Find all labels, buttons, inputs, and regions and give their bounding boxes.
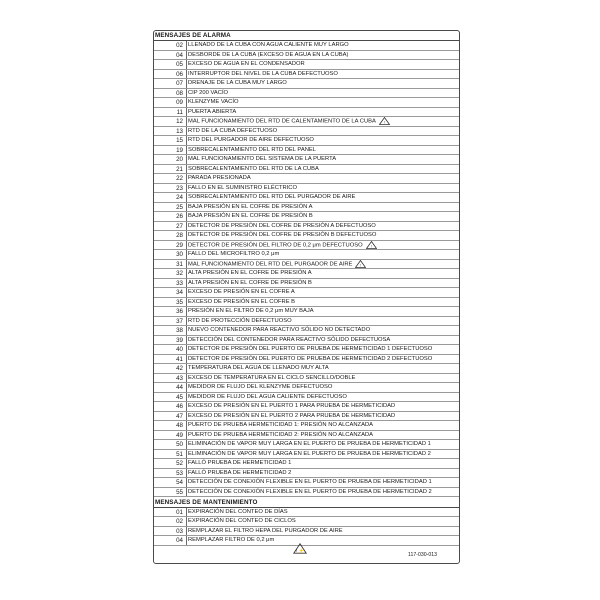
column-divider: [186, 174, 187, 183]
column-divider: [186, 231, 187, 240]
list-item: [154, 108, 459, 118]
message-text: KLENZYME VACÍO: [188, 99, 239, 105]
list-item: [154, 326, 459, 336]
column-divider: [186, 355, 187, 364]
message-text-cell: [188, 450, 457, 460]
list-item: [154, 421, 459, 431]
message-text: NUEVO CONTENEDOR PARA REACTIVO SÓLIDO NO DETECTADO: [188, 327, 371, 333]
list-item: [154, 165, 459, 175]
column-divider: [186, 79, 187, 88]
message-code: 02: [176, 518, 183, 525]
part-number: 117-030-013: [408, 552, 438, 558]
message-code: 39: [176, 336, 183, 344]
message-text: PUERTO DE PRUEBA HERMETICIDAD 1: PRESIÓN NO ALCANZADA: [188, 422, 374, 428]
message-text-cell: [188, 345, 457, 355]
message-code: 31: [176, 260, 183, 268]
message-text: PARADA PRESIONADA: [188, 175, 251, 181]
message-text: FALLÓ PRUEBA DE HERMETICIDAD 1: [188, 460, 292, 466]
message-text-cell: [188, 355, 457, 365]
list-item: [154, 269, 459, 279]
message-code: 23: [176, 184, 183, 192]
list-item: [154, 412, 459, 422]
message-text: RTD DEL PURGADOR DE AIRE DEFECTUOSO: [188, 137, 314, 143]
message-text: EXCESO DE TEMPERATURA EN EL CICLO SENCILLO/DOBLE: [188, 374, 356, 381]
message-code: 03: [176, 527, 183, 535]
column-divider: [186, 345, 187, 354]
column-divider: [186, 536, 187, 545]
list-item: [154, 307, 459, 317]
list-item: [154, 146, 459, 156]
message-code: 36: [176, 308, 183, 315]
column-divider: [186, 51, 187, 60]
message-code: 08: [176, 89, 183, 97]
message-text: EXPIRACIÓN DEL CONTEO DE CICLOS: [188, 518, 296, 524]
message-text-cell: [188, 70, 457, 80]
list-item: [154, 450, 459, 460]
message-code: 42: [176, 365, 183, 372]
message-text: PUERTO DE PRUEBA HERMETICIDAD 2: PRESIÓN NO ALCANZADA: [188, 431, 374, 438]
message-text: CIP 200 VACÍO: [188, 89, 229, 96]
message-text: DETECTOR DE PRESIÓN DEL FILTRO DE 0,2 μm DEFECTUOSO: [188, 242, 363, 249]
message-text: SOBRECALENTAMIENTO DEL RTD DEL PURGADOR DE AIRE: [188, 194, 356, 200]
list-item: [154, 241, 459, 251]
message-text: PRESIÓN EN EL FILTRO DE 0,2 μm MUY BAJA: [188, 308, 314, 314]
column-divider: [186, 41, 187, 50]
list-item: [154, 488, 459, 498]
column-divider: [186, 488, 187, 497]
message-text-cell: [188, 527, 457, 537]
column-divider: [186, 317, 187, 326]
message-text: MEDIDOR DE FLUJO DEL AGUA CALIENTE DEFECTUOSO: [188, 393, 347, 400]
column-divider: [186, 326, 187, 335]
list-item: [154, 231, 459, 241]
column-divider: [186, 412, 187, 421]
list-item: [154, 298, 459, 308]
message-code: 50: [176, 441, 183, 448]
message-text-cell: [188, 193, 457, 203]
message-text-cell: [188, 279, 457, 289]
message-code: 41: [176, 355, 183, 363]
list-item: [154, 155, 459, 165]
message-text-cell: [188, 440, 457, 450]
svg-text:! ⚡: ! ⚡: [295, 548, 305, 553]
message-text-cell: [188, 508, 457, 518]
message-text-cell: [188, 155, 457, 165]
message-code: 34: [176, 289, 183, 296]
list-item: [154, 127, 459, 137]
list-item: [154, 174, 459, 184]
column-divider: [186, 269, 187, 278]
column-divider: [186, 98, 187, 107]
message-text-cell: [188, 203, 457, 213]
message-text-cell: [188, 60, 457, 70]
list-item: [154, 79, 459, 89]
message-code: 52: [176, 460, 183, 467]
message-text-cell: [188, 136, 457, 146]
column-divider: [186, 459, 187, 468]
list-item: [154, 98, 459, 108]
message-code: 44: [176, 384, 183, 391]
message-code: 04: [176, 537, 183, 544]
column-divider: [186, 393, 187, 402]
message-text-cell: [188, 98, 457, 108]
message-code: 19: [176, 146, 183, 154]
message-text: FALLO EN EL SUMINISTRO ELÉCTRICO: [188, 184, 297, 191]
message-code: 30: [176, 251, 183, 258]
column-divider: [186, 469, 187, 478]
column-divider: [186, 117, 187, 126]
message-text: LLENADO DE LA CUBA CON AGUA CALIENTE MUY LARGO: [188, 42, 349, 48]
message-text: BAJA PRESIÓN EN EL COFRE DE PRESIÓN B: [188, 213, 313, 219]
message-text-cell: [188, 212, 457, 222]
alarm-section-header: MENSAJES DE ALARMA: [155, 32, 231, 39]
message-code: 29: [176, 241, 183, 249]
message-text: PUERTA ABIERTA: [188, 108, 237, 115]
message-text: DETECCIÓN DE CONEXIÓN FLEXIBLE EN EL PUERTO DE PRUEBA DE HERMETICIDAD 1: [188, 479, 432, 485]
message-code: 53: [176, 469, 183, 477]
column-divider: [186, 136, 187, 145]
message-text-cell: [188, 478, 457, 488]
list-item: [154, 203, 459, 213]
list-item: [154, 184, 459, 194]
list-item: [154, 527, 459, 537]
message-text: DETECTOR DE PRESIÓN DEL COFRE DE PRESIÓN B DEFECTUOSO: [188, 232, 377, 238]
message-text-cell: [188, 421, 457, 431]
svg-text:!: !: [383, 120, 385, 125]
message-code: 13: [176, 127, 183, 135]
list-item: [154, 345, 459, 355]
svg-text:!: !: [370, 244, 372, 249]
message-text: DETECTOR DE PRESIÓN DEL COFRE DE PRESIÓN A DEFECTUOSO: [188, 222, 376, 229]
column-divider: [186, 89, 187, 98]
list-item: [154, 317, 459, 327]
message-text: ELIMINACIÓN DE VAPOR MUY LARGA EN EL PUERTO DE PRUEBA DE HERMETICIDAD 1: [188, 441, 431, 447]
list-item: [154, 402, 459, 412]
message-text-cell: [188, 298, 457, 308]
list-item: [154, 89, 459, 99]
message-text-cell: [188, 374, 457, 384]
message-text: DETECTOR DE PRESIÓN DEL PUERTO DE PRUEBA DE HERMETICIDAD 2 DEFECTUOSO: [188, 355, 433, 362]
list-item: [154, 250, 459, 260]
column-divider: [186, 450, 187, 459]
message-code: 20: [176, 156, 183, 163]
message-text-cell: [188, 51, 457, 61]
message-text: DESBORDE DE LA CUBA (EXCESO DE AGUA EN LA CUBA): [188, 51, 349, 58]
column-divider: [186, 193, 187, 202]
message-text: ALTA PRESIÓN EN EL COFRE DE PRESIÓN B: [188, 279, 312, 286]
list-item: [154, 260, 459, 270]
message-text: DRENAJE DE LA CUBA MUY LARGO: [188, 80, 287, 86]
column-divider: [186, 241, 187, 250]
column-divider: [186, 478, 187, 487]
message-code: 06: [176, 70, 183, 78]
column-divider: [186, 288, 187, 297]
warning-triangle-icon: [366, 241, 377, 249]
message-text: MAL FUNCIONAMIENTO DEL RTD DEL PURGADOR DE AIRE: [188, 261, 353, 268]
message-text: ELIMINACIÓN DE VAPOR MUY LARGA EN EL PUERTO DE PRUEBA DE HERMETICIDAD 2: [188, 450, 431, 457]
message-text-cell: [188, 517, 457, 527]
message-code: 27: [176, 222, 183, 230]
list-item: [154, 374, 459, 384]
list-item: [154, 355, 459, 365]
column-divider: [186, 402, 187, 411]
message-text: TEMPERATURA DEL AGUA DE LLENADO MUY ALTA: [188, 365, 329, 371]
list-item: [154, 517, 459, 527]
column-divider: [186, 527, 187, 536]
message-text-cell: [188, 317, 457, 327]
column-divider: [186, 383, 187, 392]
message-code: 22: [176, 175, 183, 182]
column-divider: [186, 165, 187, 174]
message-text-cell: [188, 108, 457, 118]
message-text-cell: [188, 222, 457, 232]
column-divider: [186, 203, 187, 212]
message-code: 12: [176, 118, 183, 125]
list-item: [154, 222, 459, 232]
column-divider: [186, 307, 187, 316]
message-text-cell: [188, 431, 457, 441]
column-divider: [186, 298, 187, 307]
list-item: [154, 383, 459, 393]
list-item: [154, 51, 459, 61]
message-code: 40: [176, 346, 183, 353]
message-text: DETECCIÓN DE CONEXIÓN FLEXIBLE EN EL PUERTO DE PRUEBA DE HERMETICIDAD 2: [188, 488, 432, 495]
list-item: [154, 60, 459, 70]
message-text-cell: [188, 393, 457, 403]
message-text-cell: [188, 307, 457, 317]
message-text: INTERRUPTOR DEL NIVEL DE LA CUBA DEFECTUOSO: [188, 70, 338, 77]
maintenance-section-header: MENSAJES DE MANTENIMIENTO: [155, 498, 258, 506]
column-divider: [186, 212, 187, 221]
message-code: 01: [176, 508, 183, 516]
message-code: 49: [176, 431, 183, 439]
list-item: [154, 478, 459, 488]
column-divider: [186, 260, 187, 269]
message-code: 35: [176, 298, 183, 306]
message-text: REMPLAZAR FILTRO DE 0,2 μm: [188, 537, 275, 543]
message-code: 07: [176, 80, 183, 87]
message-text-cell: [188, 336, 457, 346]
message-text-cell: [188, 79, 457, 89]
message-text-cell: [188, 269, 457, 279]
message-code: 51: [176, 450, 183, 458]
message-code: 15: [176, 137, 183, 144]
svg-text:!: !: [360, 263, 362, 268]
column-divider: [186, 184, 187, 193]
message-text-cell: [188, 402, 457, 412]
message-text-cell: [188, 41, 457, 51]
message-text-cell: [188, 536, 457, 546]
message-text: RTD DE PROTECCIÓN DEFECTUOSO: [188, 317, 292, 324]
list-item: [154, 136, 459, 146]
message-text: MAL FUNCIONAMIENTO DEL RTD DE CALENTAMIENTO DE LA CUBA: [188, 118, 376, 125]
message-text-cell: [188, 146, 457, 156]
list-item: [154, 469, 459, 479]
message-code: 11: [176, 108, 183, 116]
warning-triangle-icon: [293, 541, 307, 552]
message-code: 38: [176, 327, 183, 334]
message-text-cell: [188, 89, 457, 99]
message-text-cell: [188, 459, 457, 469]
message-text-cell: [188, 326, 457, 336]
message-text-cell: [188, 127, 457, 137]
message-code: 33: [176, 279, 183, 287]
message-text: EXCESO DE PRESIÓN EN EL COFRE A: [188, 289, 295, 295]
message-text: FALLÓ PRUEBA DE HERMETICIDAD 2: [188, 469, 292, 476]
message-text-cell: [188, 165, 457, 175]
message-code: 54: [176, 479, 183, 486]
message-code: 55: [176, 488, 183, 496]
column-divider: [186, 421, 187, 430]
message-text-cell: [188, 184, 457, 194]
message-text-cell: [188, 488, 457, 498]
message-text-cell: [188, 364, 457, 374]
message-code: 46: [176, 403, 183, 410]
message-text: EXPIRACIÓN DEL CONTEO DE DÍAS: [188, 508, 288, 515]
message-code: 25: [176, 203, 183, 211]
list-item: [154, 117, 459, 127]
message-code: 24: [176, 194, 183, 201]
column-divider: [186, 279, 187, 288]
message-code: 09: [176, 99, 183, 106]
message-code: 02: [176, 42, 183, 49]
list-item: [154, 364, 459, 374]
message-code: 26: [176, 213, 183, 220]
list-item: [154, 508, 459, 518]
list-item: [154, 288, 459, 298]
message-text: BAJA PRESIÓN EN EL COFRE DE PRESIÓN A: [188, 203, 313, 210]
message-code: 05: [176, 61, 183, 68]
column-divider: [186, 364, 187, 373]
list-item: [154, 212, 459, 222]
message-text-cell: [188, 469, 457, 479]
message-text-cell: [188, 174, 457, 184]
message-text: DETECTOR DE PRESIÓN DEL PUERTO DE PRUEBA DE HERMETICIDAD 1 DEFECTUOSO: [188, 346, 433, 352]
message-text-cell: [188, 250, 457, 260]
list-item: [154, 279, 459, 289]
warning-triangle-icon: [355, 260, 366, 268]
message-text: MAL FUNCIONAMIENTO DEL SISTEMA DE LA PUERTA: [188, 156, 337, 162]
column-divider: [186, 440, 187, 449]
message-text: DETECCIÓN DEL CONTENEDOR PARA REACTIVO SÓLIDO DEFECTUOSA: [188, 336, 391, 343]
column-divider: [186, 336, 187, 345]
message-text: EXCESO DE PRESIÓN EN EL COFRE B: [188, 298, 296, 305]
column-divider: [186, 517, 187, 526]
list-item: [154, 459, 459, 469]
column-divider: [186, 155, 187, 164]
list-item: [154, 41, 459, 51]
message-text: EXCESO DE AGUA EN EL CONDENSADOR: [188, 61, 305, 67]
message-text-cell: [188, 383, 457, 393]
list-item: [154, 70, 459, 80]
message-text: EXCESO DE PRESIÓN EN EL PUERTO 2 PARA PRUEBA DE HERMETICIDAD: [188, 412, 396, 419]
column-divider: [186, 250, 187, 259]
list-item: [154, 393, 459, 403]
message-code: 45: [176, 393, 183, 401]
message-code: 32: [176, 270, 183, 277]
column-divider: [186, 146, 187, 155]
message-code: 37: [176, 317, 183, 325]
message-text: REMPLAZAR EL FILTRO HEPA DEL PURGADOR DE AIRE: [188, 527, 343, 534]
list-item: [154, 431, 459, 441]
message-text: ALTA PRESIÓN EN EL COFRE DE PRESIÓN A: [188, 270, 312, 276]
message-text: RTD DE LA CUBA DEFECTUOSO: [188, 127, 278, 134]
message-code: 47: [176, 412, 183, 420]
column-divider: [186, 374, 187, 383]
message-code: 04: [176, 51, 183, 59]
list-item: [154, 193, 459, 203]
warning-triangle-icon: [379, 117, 390, 125]
message-text: FALLO DEL MICROFILTRO 0,2 μm: [188, 251, 280, 257]
column-divider: [186, 508, 187, 517]
message-text: MEDIDOR DE FLUJO DEL KLENZYME DEFECTUOSO: [188, 384, 333, 390]
column-divider: [186, 108, 187, 117]
list-item: [154, 336, 459, 346]
column-divider: [186, 60, 187, 69]
message-code: 28: [176, 232, 183, 239]
list-item: [154, 440, 459, 450]
message-text: SOBRECALENTAMIENTO DEL RTD DEL PANEL: [188, 146, 316, 153]
message-code: 48: [176, 422, 183, 429]
message-code: 21: [176, 165, 183, 173]
column-divider: [186, 222, 187, 231]
message-code: 43: [176, 374, 183, 382]
message-text: EXCESO DE PRESIÓN EN EL PUERTO 1 PARA PRUEBA DE HERMETICIDAD: [188, 403, 396, 409]
column-divider: [186, 431, 187, 440]
column-divider: [186, 70, 187, 79]
message-text-cell: [188, 288, 457, 298]
message-text-cell: [188, 231, 457, 241]
column-divider: [186, 127, 187, 136]
message-text-cell: [188, 412, 457, 422]
message-text: SOBRECALENTAMIENTO DEL RTD DE LA CUBA: [188, 165, 319, 172]
